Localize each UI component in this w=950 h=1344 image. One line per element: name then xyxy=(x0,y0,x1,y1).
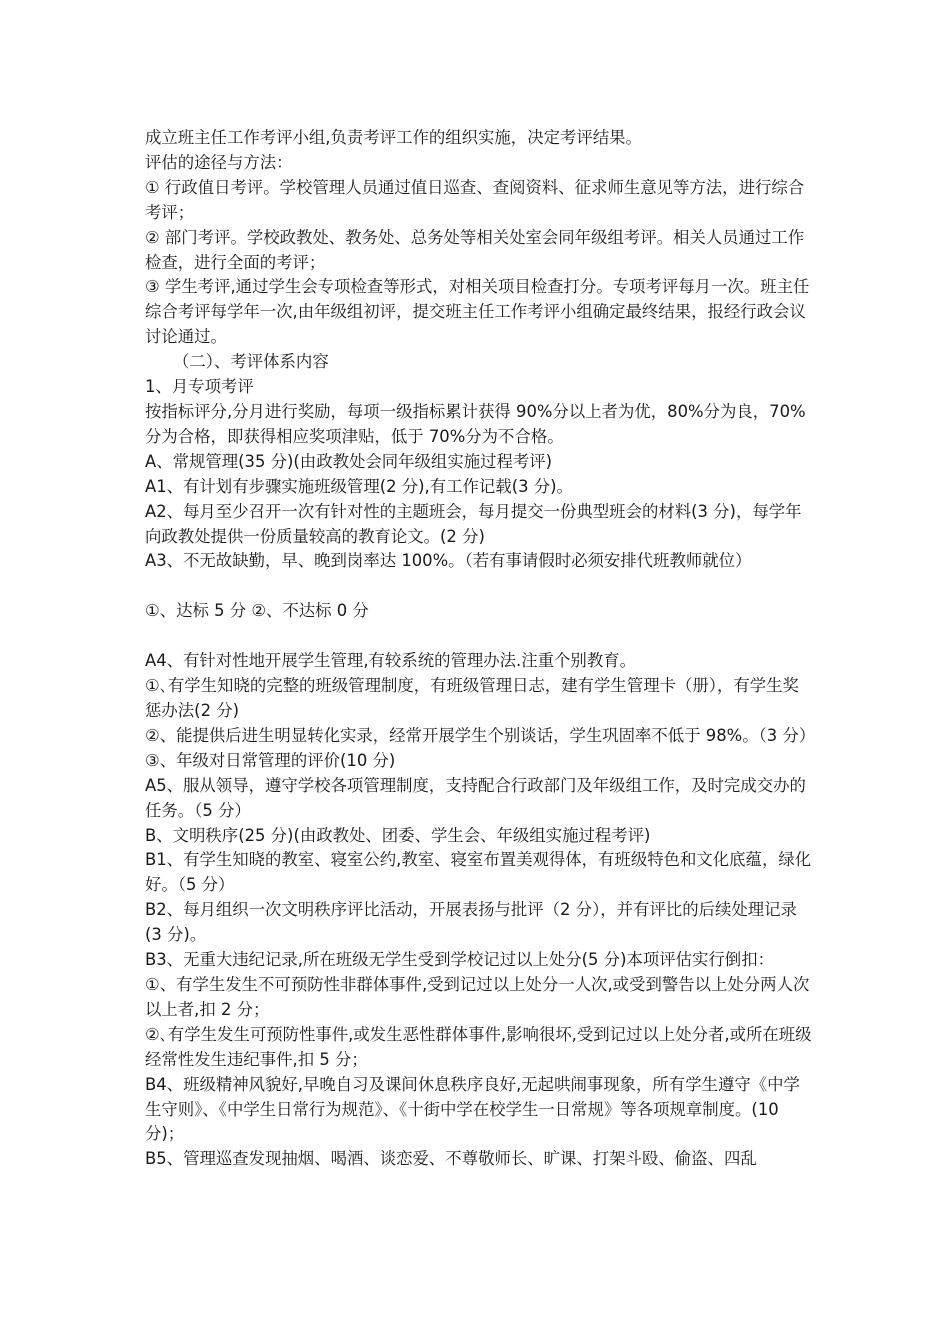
item-a2: A2、每月至少召开一次有针对性的主题班会，每月提交一份典型班会的材料(3 分)，每学年向政教处提供一份质量较高的教育论文。(2 分) xyxy=(145,501,802,546)
paragraph-intro: 成立班主任工作考评小组,负责考评工作的组织实施，决定考评结果。 xyxy=(145,128,642,147)
item-b3-2: ②､有学生发生可预防性事件,或发生恶性群体事件,影响很坏,受到记过以上处分者,或所在班级经常性发生违纪事件,扣 5 分； xyxy=(145,1024,812,1069)
item-a4-1: ①､有学生知晓的完整的班级管理制度，有班级管理日志，建有学生管理卡（册），有学生奖惩办法(2 分) xyxy=(145,676,799,721)
item-b: B、文明秩序(25 分)(由政教处、团委、学生会、年级组实施过程考评) xyxy=(145,825,651,845)
item-b1: B1、有学生知晓的教室、寝室公约,教室、寝室布置美观得体，有班级特色和文化底蕴，绿化好。（5 分） xyxy=(145,850,812,895)
item-b2: B2、每月组织一次文明秩序评比活动，开展表扬与批评（2 分），并有评比的后续处理记录(3 分)。 xyxy=(145,900,797,945)
paragraph-scoring: 按指标评分,分月进行奖励，每项一级指标累计获得 90%分以上者为优，80%分为良，70%分为合格，即获得相应奖项津贴，低于 70%分为不合格。 xyxy=(145,401,806,446)
paragraph-method-2: ② 部门考评。学校政教处、教务处、总务处等相关处室会同年级组考评。相关人员通过工作检查，进行全面的考评； xyxy=(145,227,805,272)
item-a4-2: ②、能提供后进生明显转化实录，经常开展学生个别谈话，学生巩固率不低于 98%。（3 分） xyxy=(145,725,816,745)
item-a3: A3、不无故缺勤，早、晚到岗率达 100%。（若有事请假时必须安排代班教师就位） xyxy=(145,551,752,571)
item-b3-1: ①、有学生发生不可预防性非群体事件,受到记过以上处分一人次,或受到警告以上处分两人次以上者,扣 2 分； xyxy=(145,975,810,1019)
paragraph-method-3: ③ 学生考评,通过学生会专项检查等形式，对相关项目检查打分。专项考评每月一次。班主任综合考评每学年一次,由年级组初评，提交班主任工作考评小组确定最终结果，报经行政会议讨论通过。 xyxy=(145,277,810,347)
blank-line xyxy=(145,574,813,599)
item-b5: B5、管理巡查发现抽烟、喝酒、谈恋爱、不尊敬师长、旷课、打架斗殴、偷盗、四乱 xyxy=(145,1149,757,1169)
item-a4-3: ③、年级对日常管理的评价(10 分) xyxy=(145,750,396,770)
subsection-heading-1: 1、月专项考评 xyxy=(145,377,254,397)
blank-line xyxy=(145,624,813,649)
item-a3-scores: ①、达标 5 分 ②、不达标 0 分 xyxy=(145,601,369,621)
item-a5: A5、服从领导，遵守学校各项管理制度，支持配合行政部门及年级组工作，及时完成交办的任务。（5 分） xyxy=(145,775,806,820)
document-body xyxy=(145,126,816,1172)
item-b3: B3、无重大违纪记录,所在班级无学生受到学校记过以上处分(5 分)本项评估实行倒扣： xyxy=(145,950,774,970)
paragraph-methods-heading: 评估的途径与方法： xyxy=(145,152,293,172)
paragraph-method-1: ① 行政值日考评。学校管理人员通过值日巡查、查阅资料、征求师生意见等方法，进行综合考评； xyxy=(145,177,805,222)
item-a1: A1、有计划有步骤实施班级管理(2 分),有工作记载(3 分)。 xyxy=(145,476,573,496)
item-a: A、常规管理(35 分)(由政教处会同年级组实施过程考评) xyxy=(145,451,553,471)
item-b4: B4、班级精神风貌好,早晚自习及课间休息秩序良好,无起哄闹事现象，所有学生遵守《中学生守则》、《中学生日常行为规范》、《十街中学在校学生一日常规》等各项规章制度。(10 分)； xyxy=(145,1074,800,1144)
section-heading-2: （二）、考评体系内容 xyxy=(173,352,329,372)
item-a4: A4、有针对性地开展学生管理,有较系统的管理办法.注重个别教育。 xyxy=(145,651,636,671)
